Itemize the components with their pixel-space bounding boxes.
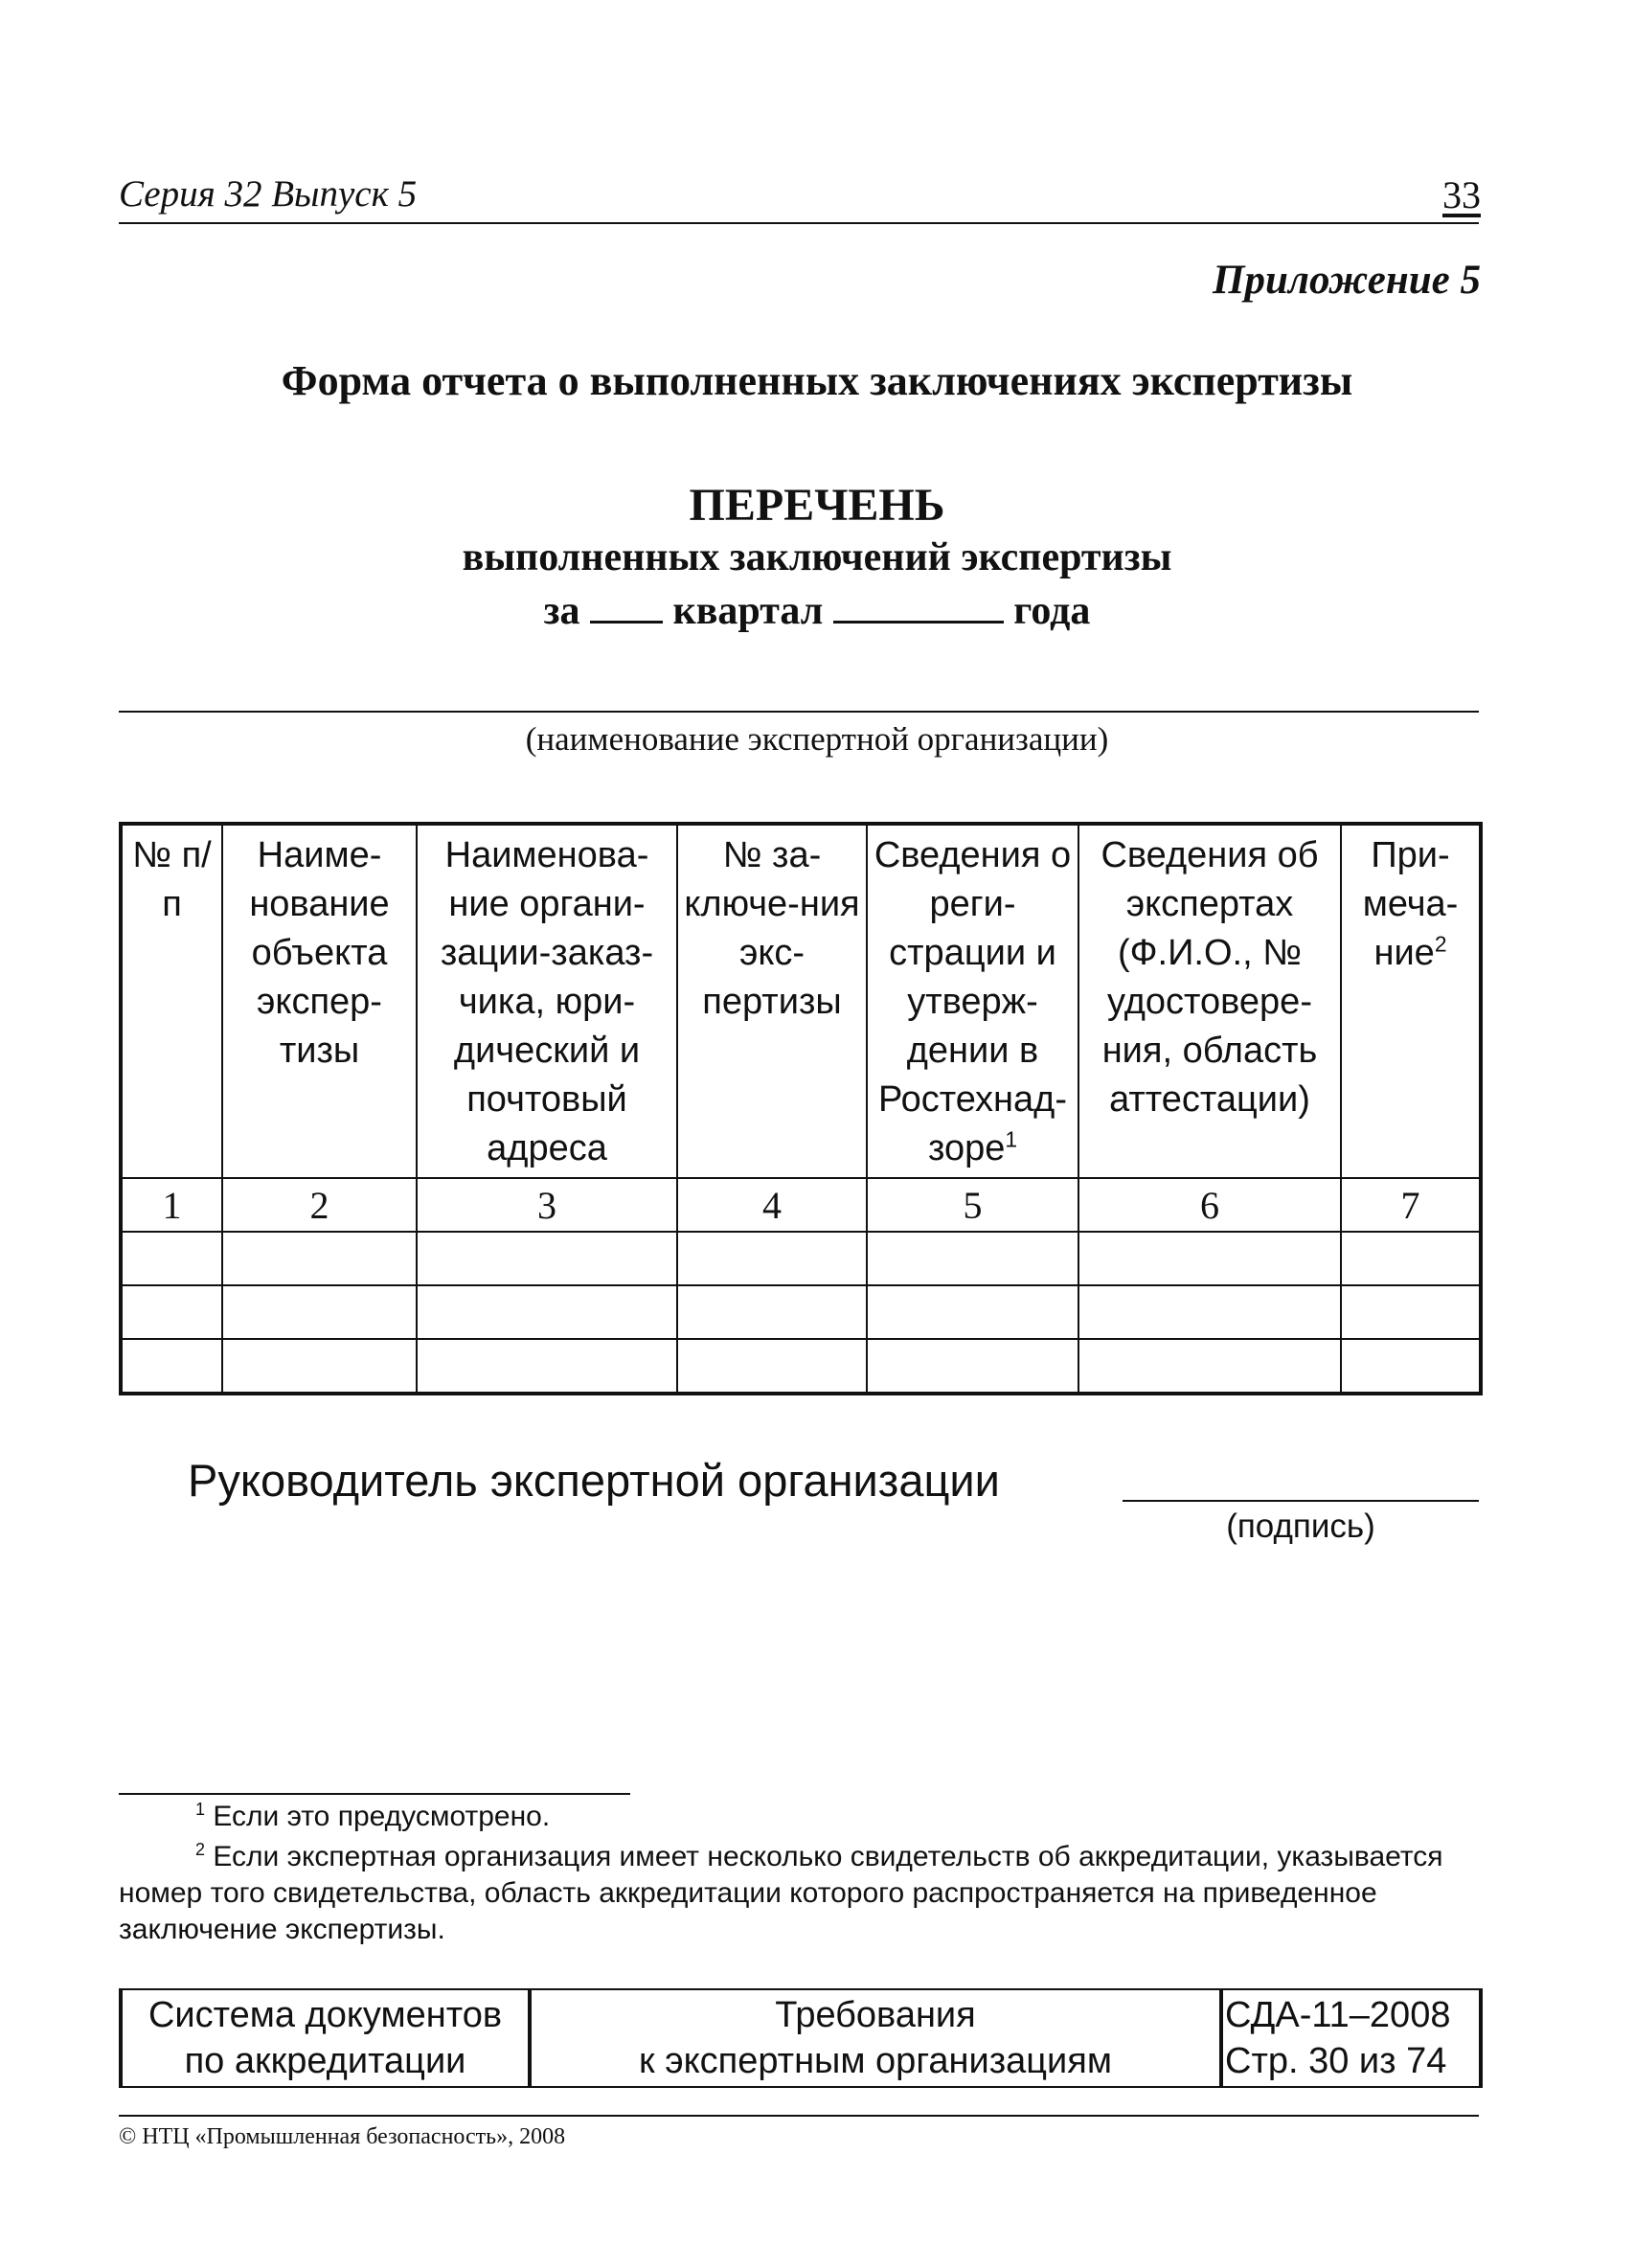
table-cell[interactable] — [417, 1232, 677, 1285]
table-cell[interactable] — [677, 1285, 867, 1339]
table-cell[interactable] — [222, 1285, 417, 1339]
table-cell[interactable] — [121, 1285, 222, 1339]
column-number: 4 — [677, 1178, 867, 1232]
table-cell[interactable] — [867, 1285, 1078, 1339]
header-experts-info: Сведения об экспертах (Ф.И.О., № удостовере-ния, область аттестации) — [1078, 824, 1341, 1178]
table-cell[interactable] — [222, 1339, 417, 1394]
header-number: № п/п — [121, 824, 222, 1178]
footer-system-name: Система документов по аккредитации — [121, 1989, 530, 2087]
header-customer-organization: Наименова-ние органи-зации-заказ-чика, юри-дический и почтовый адреса — [417, 824, 677, 1178]
quarter-blank-field[interactable] — [590, 590, 663, 624]
table-cell[interactable] — [867, 1232, 1078, 1285]
report-table — [119, 822, 1483, 1395]
table-cell[interactable] — [121, 1339, 222, 1394]
footnote-2: $^2$ Если экспертная организация имеет несколько свидетельств об аккредитации, указывается номер того свидетельства, область аккредитации которого распространяется на приведенное заключение экспертизы. — [119, 1840, 1443, 1945]
list-title: ПЕРЕЧЕНЬ — [689, 480, 945, 531]
header-notes: При-меча-ние$^2$ — [1341, 824, 1481, 1178]
table-cell[interactable] — [222, 1232, 417, 1285]
footer-document-code: СДА-11–2008 Стр. 30 из 74 — [1221, 1989, 1481, 2087]
table-cell[interactable] — [121, 1232, 222, 1285]
table-cell[interactable] — [677, 1339, 867, 1394]
table-cell[interactable] — [1341, 1339, 1481, 1394]
footnote-divider — [119, 1793, 630, 1795]
table-row — [121, 1285, 1481, 1339]
head-of-organization-label: Руководитель экспертной организации — [188, 1455, 1000, 1506]
header-conclusion-number: № за-ключе-ния экс-пертизы — [677, 824, 867, 1178]
organization-name-field[interactable] — [119, 711, 1479, 713]
table-row — [121, 1232, 1481, 1285]
signature-caption: (подпись) — [1226, 1508, 1375, 1545]
footnote-ref-1: 1 — [1005, 1126, 1018, 1152]
column-number: 2 — [222, 1178, 417, 1232]
table-cell[interactable] — [417, 1339, 677, 1394]
column-number: 1 — [121, 1178, 222, 1232]
header-object-name: Наиме-нование объекта экспер-тизы — [222, 824, 417, 1178]
running-header-series: Серия 32 Выпуск 5 — [119, 173, 418, 215]
page-number: 33 — [1442, 173, 1481, 216]
footnote-1: $^1$ Если это предусмотрено. — [195, 1800, 551, 1832]
table-cell[interactable] — [1078, 1339, 1341, 1394]
column-number: 7 — [1341, 1178, 1481, 1232]
table-cell[interactable] — [677, 1232, 867, 1285]
list-subtitle: выполненных заключений экспертизы — [462, 535, 1172, 579]
footer-document-title: Требования к экспертным организациям — [530, 1989, 1221, 2087]
period-quarter-word: квартал — [672, 589, 824, 633]
header-registration-info: Сведения о реги-страции и утверж-дении в Ростехнад-зоре$^1$ — [867, 824, 1078, 1178]
header-divider — [119, 222, 1479, 224]
table-cell[interactable] — [1341, 1232, 1481, 1285]
organization-name-caption: (наименование экспертной организации) — [525, 720, 1109, 758]
table-header-row — [121, 824, 1481, 1178]
table-cell[interactable] — [1078, 1232, 1341, 1285]
column-number: 6 — [1078, 1178, 1341, 1232]
table-cell[interactable] — [867, 1339, 1078, 1394]
signature-field[interactable] — [1123, 1500, 1479, 1502]
table-cell[interactable] — [417, 1285, 677, 1339]
table-cell[interactable] — [1078, 1285, 1341, 1339]
reporting-period-line — [0, 588, 1634, 634]
form-title: Форма отчета о выполненных заключениях экспертизы — [281, 357, 1353, 404]
column-number-row — [121, 1178, 1481, 1232]
year-blank-field[interactable] — [833, 590, 1004, 624]
table-row — [121, 1339, 1481, 1394]
column-number: 3 — [417, 1178, 677, 1232]
column-number: 5 — [867, 1178, 1078, 1232]
footnote-ref-2: 2 — [1434, 931, 1447, 957]
document-footer-box — [119, 1988, 1483, 2088]
bottom-divider — [119, 2115, 1479, 2117]
appendix-label: Приложение 5 — [1213, 258, 1481, 303]
period-year-word: года — [1013, 589, 1091, 633]
table-cell[interactable] — [1341, 1285, 1481, 1339]
period-prefix: за — [543, 589, 580, 633]
copyright-line: © НТЦ «Промышленная безопасность», 2008 — [119, 2124, 566, 2149]
